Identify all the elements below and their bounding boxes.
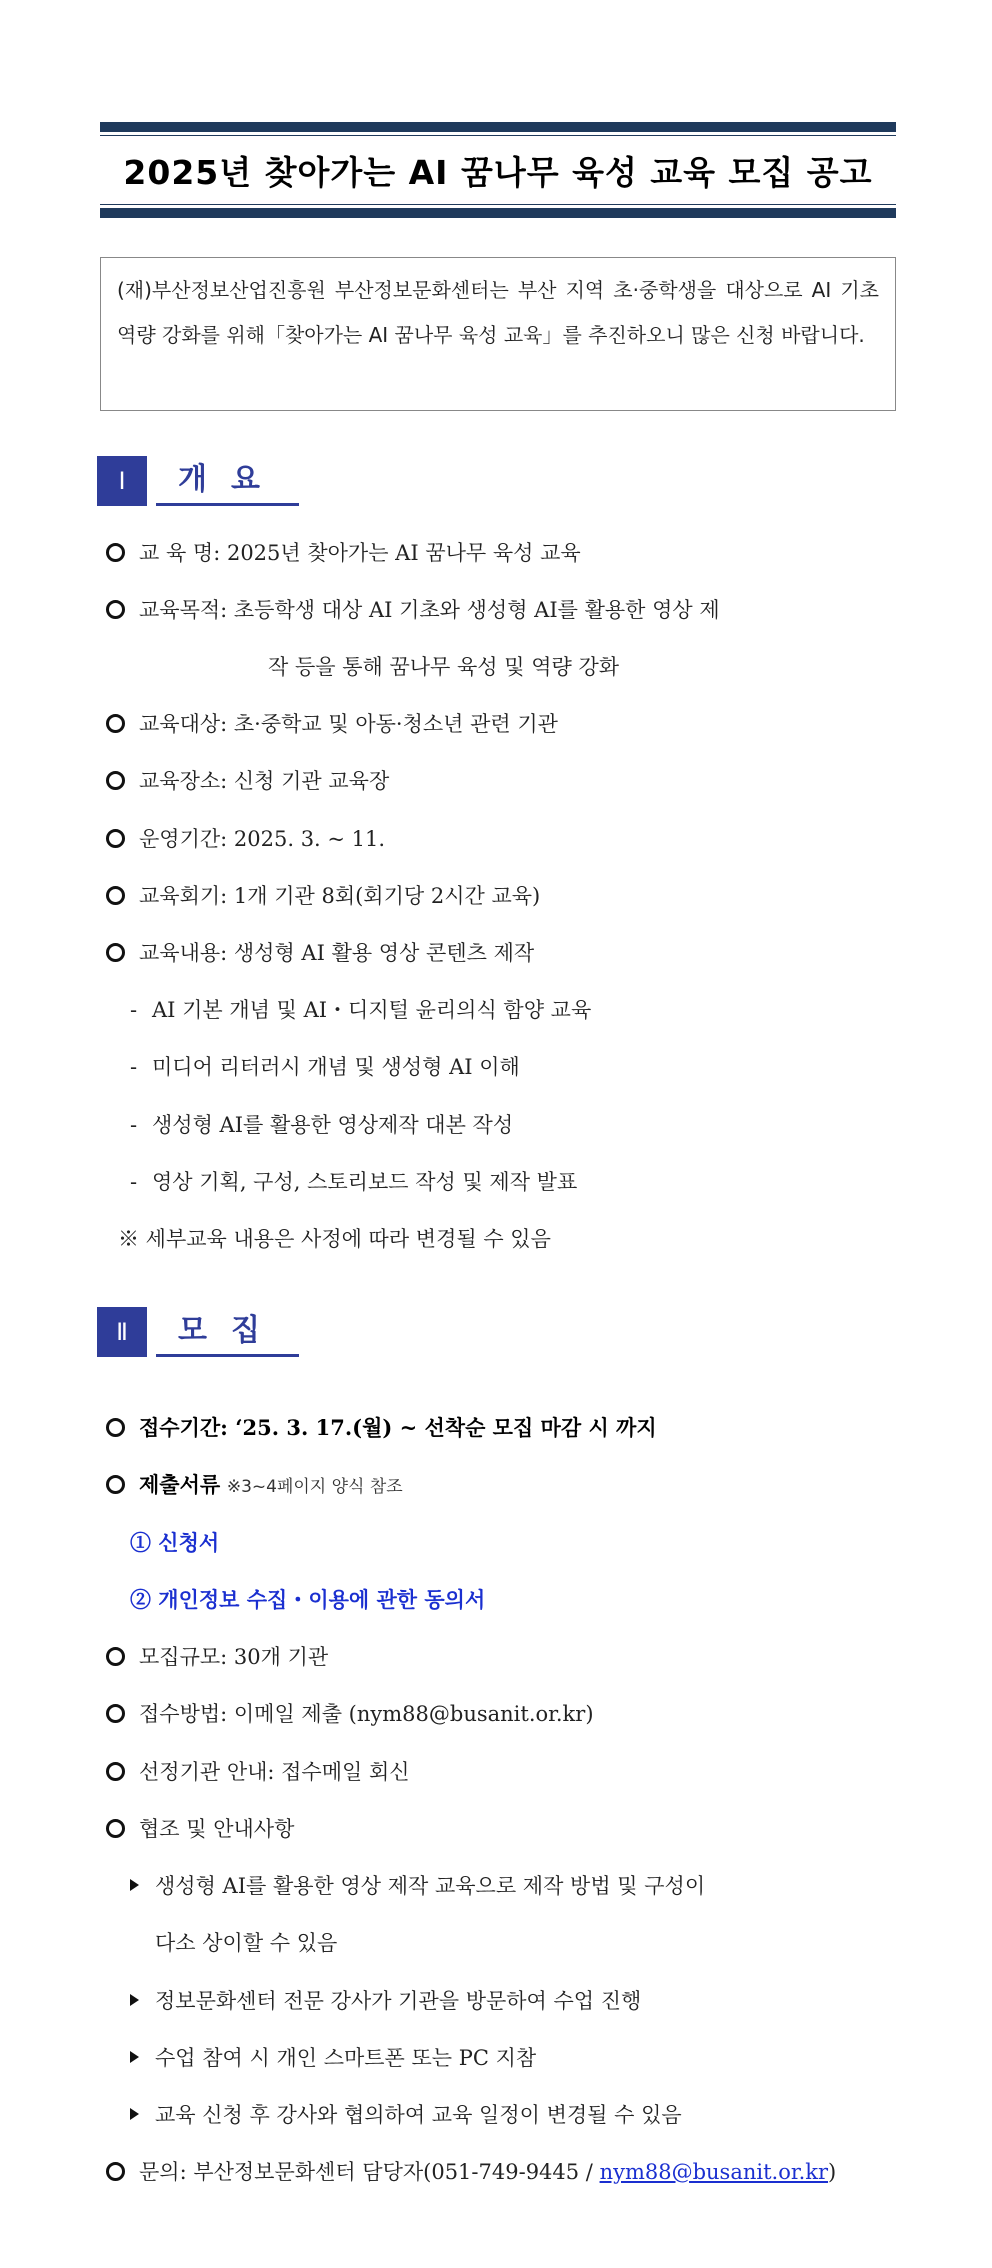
bullet-icon: [106, 943, 125, 962]
doc-item: ② 개인정보 수집・이용에 관한 동의서: [130, 1587, 486, 1612]
title-banner: [100, 122, 896, 218]
bullet-icon: [106, 771, 125, 790]
list-item: 모집규모: 30개 기관: [106, 1642, 900, 1672]
section-1-header: [97, 456, 299, 506]
contact-email-link[interactable]: nym88@busanit.or.kr: [599, 2160, 829, 2184]
section-2-title: 모집: [156, 1307, 299, 1357]
bullet-icon: [106, 886, 125, 905]
list-item: 접수기간: ‘25. 3. 17.(월) ~ 선착순 모집 마감 시 까지: [106, 1413, 900, 1443]
bullet-icon: [106, 543, 125, 562]
triangle-icon: [130, 2108, 139, 2120]
page-title: 2025년 찾아가는 AI 꿈나무 육성 교육 모집 공고: [123, 152, 873, 192]
bullet-icon: [106, 600, 125, 619]
bullet-icon: [106, 1819, 125, 1838]
list-item: 선정기관 안내: 접수메일 회신: [106, 1757, 900, 1787]
triangle-icon: [130, 2051, 139, 2063]
list-item: 제출서류 ※3~4페이지 양식 참조: [106, 1470, 900, 1502]
section-1-title: 개요: [156, 456, 299, 506]
bullet-icon: [106, 1704, 125, 1723]
bullet-icon: [106, 2162, 125, 2181]
list-item: 교육회기: 1개 기관 8회(회기당 2시간 교육): [106, 881, 900, 911]
section-2-header: [97, 1307, 299, 1357]
list-item: 교육목적: 초등학생 대상 AI 기초와 생성형 AI를 활용한 영상 제: [106, 595, 900, 625]
list-item: 교육대상: 초·중학교 및 아동·청소년 관련 기관: [106, 709, 900, 739]
list-item: 교 육 명: 2025년 찾아가는 AI 꿈나무 육성 교육: [106, 538, 900, 568]
bullet-icon: [106, 1418, 125, 1437]
bullet-icon: [106, 714, 125, 733]
triangle-icon: [130, 1994, 139, 2006]
bullet-icon: [106, 1475, 125, 1494]
list-item-continued: 작 등을 통해 꿈나무 육성 및 역량 강화: [268, 655, 620, 679]
sub-item: - 미디어 리터러시 개념 및 생성형 AI 이해: [130, 1055, 520, 1079]
sub-item: 생성형 AI를 활용한 영상 제작 교육으로 제작 방법 및 구성이: [130, 1871, 900, 1901]
list-item: 운영기간: 2025. 3. ~ 11.: [106, 824, 900, 854]
contact-line: 문의: 부산정보문화센터 담당자(051-749-9445 / nym88@busanit.or.kr): [106, 2157, 912, 2187]
bullet-icon: [106, 829, 125, 848]
list-item: 접수방법: 이메일 제출 (nym88@busanit.or.kr): [106, 1699, 900, 1729]
list-item: 교육내용: 생성형 AI 활용 영상 콘텐츠 제작: [106, 938, 900, 968]
doc-item: ① 신청서: [130, 1530, 220, 1555]
sub-item: 정보문화센터 전문 강사가 기관을 방문하여 수업 진행: [130, 1986, 900, 2016]
sub-item: - 영상 기획, 구성, 스토리보드 작성 및 제작 발표: [130, 1170, 578, 1194]
list-item: 협조 및 안내사항: [106, 1814, 900, 1844]
sub-item: - AI 기본 개념 및 AI・디지털 윤리의식 함양 교육: [130, 998, 592, 1022]
list-item: 교육장소: 신청 기관 교육장: [106, 766, 900, 796]
sub-item: - 생성형 AI를 활용한 영상제작 대본 작성: [130, 1113, 514, 1137]
sub-item: 교육 신청 후 강사와 협의하여 교육 일정이 변경될 수 있음: [130, 2100, 900, 2130]
bullet-icon: [106, 1647, 125, 1666]
triangle-icon: [130, 1879, 139, 1891]
sub-item-continued: 다소 상이할 수 있음: [155, 1931, 338, 1955]
section-1-number: Ⅰ: [97, 456, 147, 506]
note: ※ 세부교육 내용은 사정에 따라 변경될 수 있음: [118, 1227, 551, 1251]
bullet-icon: [106, 1762, 125, 1781]
section-2-number: Ⅱ: [97, 1307, 147, 1357]
intro-box: (재)부산정보산업진흥원 부산정보문화센터는 부산 지역 초·중학생을 대상으로 AI 기초 역량 강화를 위해「찾아가는 AI 꿈나무 육성 교육」를 추진하오니 많은 신청 바랍니다.: [100, 257, 896, 411]
sub-item: 수업 참여 시 개인 스마트폰 또는 PC 지참: [130, 2043, 900, 2073]
